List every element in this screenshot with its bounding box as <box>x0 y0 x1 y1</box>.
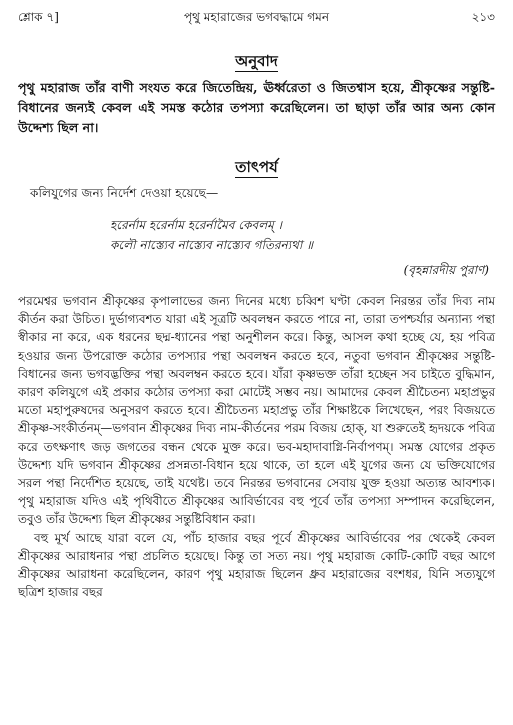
verse-line-2: কলৌ নাস্ত্যেব নাস্ত্যেব নাস্ত্যেব গতিরন্যথা ॥ <box>110 238 314 252</box>
purport-heading: তাৎপর্য <box>235 158 278 176</box>
purport-body <box>18 292 495 601</box>
purport-paragraph-2: বহু মূর্খ আছে যারা বলে যে, পাঁচ হাজার বছর পূর্বে শ্রীকৃষ্ণের আবির্ভাবের পর থেকেই কেবল শ্রীকৃষ্ণের আরাধনার পন্থা প্রচলিত হয়েছে। কিন্তু তা সত্য নয়। পৃথু মহারাজ কোটি-কোটি বছর আগে শ্রীকৃষ্ণের আরাধনা করেছিলেন, কারণ পৃথু মহারাজ ছিলেন ধ্রুব মহারাজের বংশধর, যিনি সত্যযুগে ছত্রিশ হাজার বছর <box>18 530 495 600</box>
translation-heading: অনুবাদ <box>235 52 278 70</box>
verse-reference: শ্লোক ৭] <box>18 10 59 24</box>
purport-intro: কলিযুগের জন্য নির্দেশ দেওয়া হয়েছে— <box>30 186 219 200</box>
page-number: ২১৩ <box>471 10 495 24</box>
purport-paragraph-1: পরমেশ্বর ভগবান শ্রীকৃষ্ণের কৃপালাভের জন্য দিনের মধ্যে চব্বিশ ঘণ্টা কেবল নিরন্তর তাঁর দিব্য নাম কীর্তন করা উচিত। দুর্ভাগ্যবশত যারা এই সূত্রটি অবলম্বন করতে পারে না, তারা তপশ্চর্যার অন্যান্য পন্থা স্বীকার না করে, এক ধরনের ছদ্ম-ধ্যানের পন্থা অনুশীলন করে। কিন্তু, আসল কথা হচ্ছে যে, হয় পবিত্র হওয়ার জন্য উপরোক্ত কঠোর তপস্যার পন্থা অবলম্বন করতে হবে, নতুবা ভগবান শ্রীকৃষ্ণের সন্তুষ্টি-বিধানের জন্য ভগবদ্ভক্তির পন্থা অবলম্বন করতে হবে। যাঁরা কৃষ্ণভক্ত তাঁরা হচ্ছেন সব চাইতে বুদ্ধিমান, কারণ কলিযুগে এই প্রকার কঠোর তপস্যা করা মোটেই সম্ভব নয়। আমাদের কেবল শ্রীচৈতন্য মহাপ্রভুর মতো মহাপুরুষদের অনুসরণ করতে হবে। শ্রীচৈতন্য মহাপ্রভু তাঁর শিক্ষাষ্টকে লিখেছেন, পরং বিজয়তে শ্রীকৃষ্ণ-সংকীর্তনম্‌—ভগবান শ্রীকৃষ্ণের দিব্য নাম-কীর্তনের পরম বিজয় হোক্‌, যা শুরুতেই হৃদয়কে পবিত্র করে তৎক্ষণাৎ জড় জগতের বন্ধন থেকে মুক্ত করে। ভব-মহাদাবাগ্নি-নির্বাপণম্‌। সমস্ত যোগের প্রকৃত উদ্দেশ্য যদি ভগবান শ্রীকৃষ্ণের প্রসন্নতা-বিধান হয়ে থাকে, তা হলে এই যুগের জন্য যে ভক্তিযোগের সরল পন্থা নির্দেশিত হয়েছে, তাই যথেষ্ট। তবে নিরন্তর ভগবানের সেবায় যুক্ত হওয়া অত্যন্ত আবশ্যক। পৃথু মহারাজ যদিও এই পৃথিবীতে শ্রীকৃষ্ণের আবির্ভাবের বহু পূর্বে তাঁর তপস্যা সম্পাদন করেছিলেন, তবুও তাঁর উদ্দেশ্য ছিল শ্রীকৃষ্ণের সন্তুষ্টিবিধান করা। <box>18 294 495 527</box>
page-header <box>18 8 495 26</box>
chapter-title: পৃথু মহারাজের ভগবদ্ধামে গমন <box>184 10 329 24</box>
translation-text: পৃথু মহারাজ তাঁর বাণী সংযত করে জিতেন্দ্রিয়, ঊর্ধ্বরেতা ও জিতশ্বাস হয়ে, শ্রীকৃষ্ণের সন্তুষ্টি-বিধানের জন্যই কেবল এই সমস্ত কঠোর তপস্যা করেছিলেন। তা ছাড়া তাঁর আর অন্য কোন উদ্দেশ্য ছিল না। <box>18 80 495 135</box>
verse-source: (বৃহন্নারদীয় পুরাণ) <box>403 263 489 277</box>
verse-line-1: হরের্নাম হরের্নাম হরের্নামৈব কেবলম্‌ । <box>110 218 282 232</box>
